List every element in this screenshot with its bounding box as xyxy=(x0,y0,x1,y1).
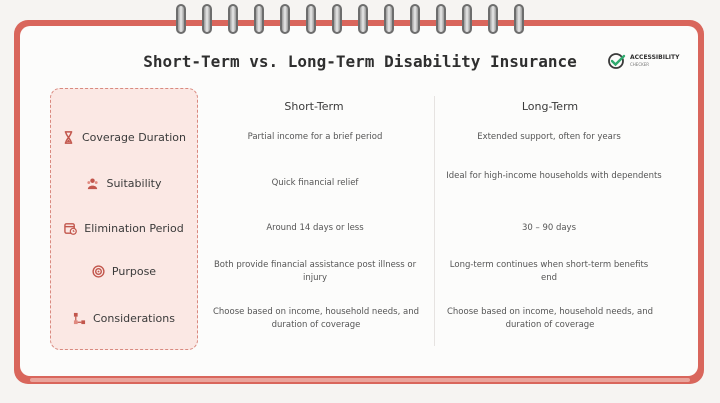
ring xyxy=(384,4,394,34)
hourglass-icon xyxy=(62,131,75,144)
cell-long-suitability: Ideal for high-income households with dependents xyxy=(446,171,662,181)
cell-short-considerations: Choose based on income, household needs, and duration of coverage xyxy=(212,307,419,330)
cell-long-considerations: Choose based on income, household needs, and duration of coverage xyxy=(446,307,653,330)
brand-name: ACCESSIBILITY xyxy=(630,54,680,61)
page-title: Short-Term vs. Long-Term Disability Insurance xyxy=(143,52,577,71)
row-label-text: Elimination Period xyxy=(84,221,184,235)
row-label-text: Purpose xyxy=(111,264,157,278)
ring xyxy=(202,4,212,34)
brand-sub: CHECKER xyxy=(630,62,650,67)
cell-short-coverage: Partial income for a brief period xyxy=(247,132,383,142)
ring xyxy=(488,4,498,34)
ring xyxy=(410,4,420,34)
ring xyxy=(332,4,342,34)
people-icon xyxy=(86,177,99,190)
row-label-considerations xyxy=(50,306,198,330)
ring xyxy=(280,4,290,34)
row-label-purpose xyxy=(50,259,198,283)
ring xyxy=(228,4,238,34)
spiral-binding xyxy=(0,4,720,36)
check-badge-icon xyxy=(608,52,626,70)
row-label-suitability xyxy=(50,171,198,195)
cell-long-coverage: Extended support, often for years xyxy=(477,132,621,142)
target-icon xyxy=(92,265,105,278)
cell-long-purpose: Long-term continues when short-term benefits end xyxy=(449,260,649,283)
column-header-long-term: Long-Term xyxy=(521,100,579,113)
ring xyxy=(306,4,316,34)
page-stack-edge xyxy=(30,378,690,382)
ring xyxy=(358,4,368,34)
row-label-text: Suitability xyxy=(106,176,162,190)
row-label-text: Coverage Duration xyxy=(82,130,186,144)
ring xyxy=(436,4,446,34)
cell-short-suitability: Quick financial relief xyxy=(271,178,359,188)
column-divider xyxy=(434,96,435,346)
column-header-short-term: Short-Term xyxy=(284,100,344,113)
cell-short-purpose: Both provide financial assistance post illness or injury xyxy=(213,260,417,283)
ring xyxy=(514,4,524,34)
network-icon xyxy=(73,312,86,325)
calendar-clock-icon xyxy=(64,222,77,235)
row-label-elimination-period xyxy=(50,216,198,240)
cell-short-elimination: Around 14 days or less xyxy=(266,223,364,233)
ring xyxy=(462,4,472,34)
row-label-coverage-duration xyxy=(50,125,198,149)
brand-logo xyxy=(608,52,679,70)
cell-long-elimination: 30 – 90 days xyxy=(521,223,577,233)
row-label-text: Considerations xyxy=(93,311,175,325)
ring xyxy=(254,4,264,34)
ring xyxy=(176,4,186,34)
